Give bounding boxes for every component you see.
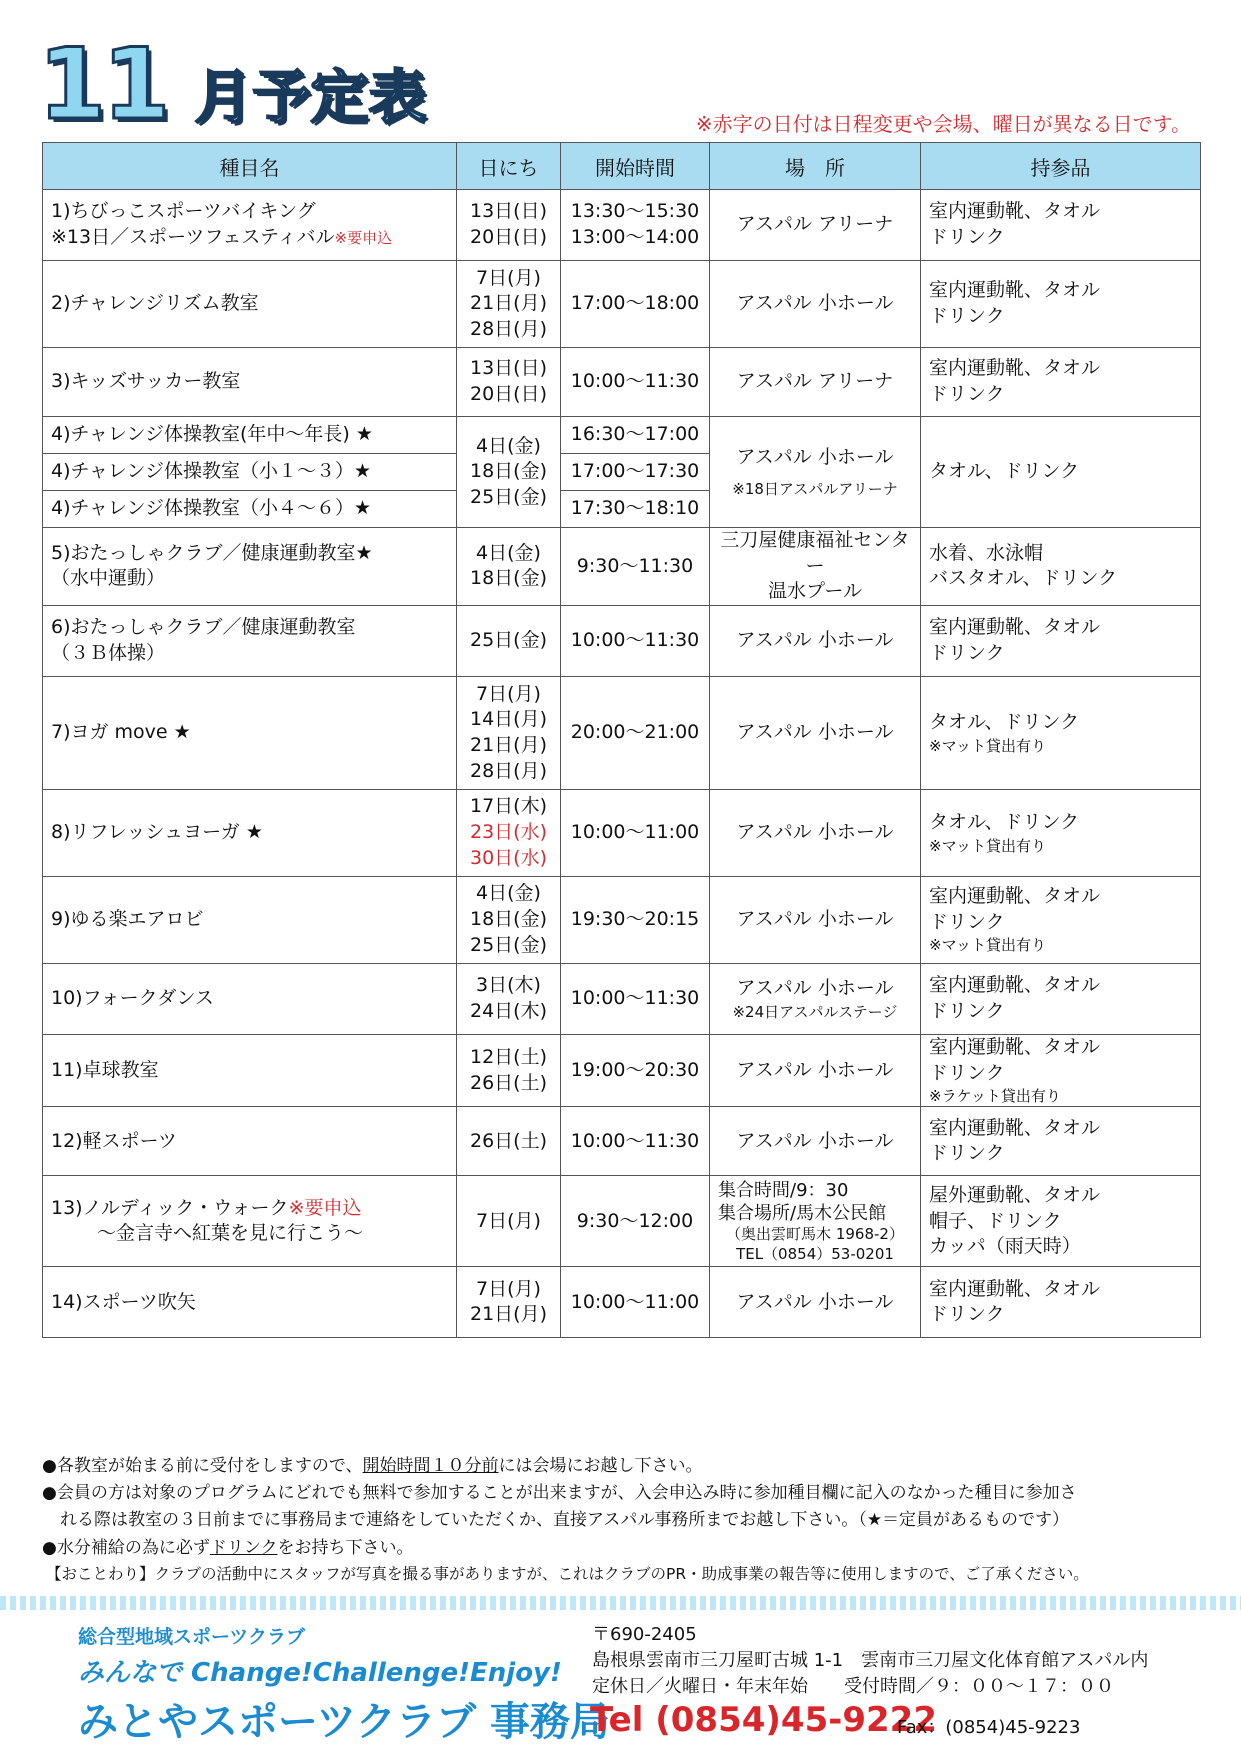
cell-line: 2)チャレンジリズム教室 [51,292,259,315]
cell-name [43,1267,457,1338]
note-text: ●各教室が始まる前に受付をしますので、 [42,1456,363,1476]
address: 島根県雲南市三刀屋町古城 1-1 雲南市三刀屋文化体育館アスパル内 [592,1650,1149,1672]
schedule-table [42,142,1201,1338]
cell-name [43,605,457,676]
red-date-note: ※赤字の日付は日程変更や会場、曜日が異なる日です。 [695,112,1191,136]
cell-date [457,1107,561,1176]
cell-line: 25日(金) [469,485,547,508]
cell-time: 17:30～18:10 [561,491,710,528]
cell-line: 12日(土) [469,1046,547,1069]
note-disclaimer: 【おことわり】クラブの活動中にスタッフが写真を撮る事がありますが、これはクラブのPR・助成事業の報告等に使用しますので、ご了承ください。 [46,1564,1089,1583]
cell-line: ～金言寺へ紅葉を見に行こう～ [97,1222,364,1245]
col-header-date: 日にち [457,143,561,190]
org-type: 総合型地域スポーツクラブ [78,1626,306,1648]
cell-place: アスパル 小ホール [710,1267,921,1338]
cell-line: 21日(月) [469,733,547,756]
cell-date [457,876,561,963]
cell-date [457,963,561,1034]
cell-line: ドリンク [929,383,1005,405]
cell-line: 4日(金) [476,434,541,457]
cell-line: 1)ちびっこスポーツバイキング [51,200,316,223]
cell-line: 13)ノルディック・ウォーク※要申込 [51,1196,362,1219]
cell-line: 10:00～11:00 [570,821,700,844]
cell-items [921,876,1201,963]
cell-time [561,190,710,261]
table-row [43,417,1201,454]
cell-line: タオル、ドリンク [929,810,1080,833]
cell-place: アスパル 小ホール [710,605,921,676]
col-header-name: 種目名 [43,143,457,190]
apply-required-label: ※要申込 [334,229,393,247]
cell-time [561,1267,710,1338]
cell-line: 室内運動靴、タオル [929,357,1101,380]
table-header-row [43,143,1201,190]
cell-place: アスパル 小ホール [710,876,921,963]
cell-line: ドリンク [929,226,1005,248]
cell-items [921,190,1201,261]
cell-items [921,676,1201,789]
cell-line: 6)おたっしゃクラブ／健康運動教室 [51,616,356,639]
cell-line: 13:00～14:00 [570,226,700,248]
cell-place: 三刀屋健康福祉センター 温水プール [710,528,921,606]
cell-line: 室内運動靴、タオル [929,616,1101,639]
title-text: 月予定表 [194,63,427,131]
cell-time [561,963,710,1034]
cell-time [561,876,710,963]
cell-line: 20日(日) [469,383,547,405]
cell-line: 18日(金) [469,460,547,483]
cell-items [921,261,1201,348]
cell-line: 25日(金) [469,629,547,652]
cell-time [561,528,710,606]
cell-line: 28日(月) [469,759,547,782]
cell-time [561,1034,710,1107]
cell-line: 3)キッズサッカー教室 [51,370,241,393]
cell-line: 9:30～12:00 [576,1209,694,1232]
page-title [38,28,427,142]
cell-line: 4日(金) [476,541,541,564]
cell-line: 30日(水) [469,846,547,869]
note-member: ●会員の方は対象のプログラムにどれでも無料で参加することが出来ますが、入会申込み時に参加種目欄に記入のなかった種目に参加さ [42,1483,1077,1504]
note-text: をお持ち下さい。 [277,1537,414,1558]
cell-line: 28日(月) [469,317,547,340]
cell-time [561,605,710,676]
cell-place: アスパル アリーナ [710,190,921,261]
cell-line: 17日(木) [469,795,547,818]
note-drink [42,1535,1202,1562]
cell-line: （水中運動） [51,567,166,590]
cell-line: 17:00～18:00 [570,292,700,315]
cell-line: ※マット貸出有り [929,836,1046,855]
cell-line: 11)卓球教室 [51,1058,159,1081]
cell-name [43,1034,457,1107]
table-row [43,789,1201,876]
cell-items [921,417,1201,528]
cell-line: ドリンク [929,305,1005,327]
cell-line: ※ラケット貸出有り [929,1087,1061,1106]
cell-items [921,348,1201,417]
cell-time [561,348,710,417]
cell-line: 21日(月) [469,1303,547,1326]
cell-line: カッパ（雨天時） [929,1235,1081,1258]
cell-line: 24日(木) [469,999,547,1022]
table-row [43,1176,1201,1267]
cell-items [921,1107,1201,1176]
cell-time [561,1107,710,1176]
cell-name [43,1107,457,1176]
cell-line: 20日(日) [469,226,547,248]
cell-time [561,1176,710,1267]
cell-line: 室内運動靴、タオル [929,1035,1101,1058]
table-row [43,963,1201,1034]
cell-line: 室内運動靴、タオル [929,279,1101,302]
cell-line: 13日(日) [469,200,547,223]
cell-line: 3日(木) [476,974,541,997]
org-name: みとやスポーツクラブ 事務局 [78,1699,610,1745]
cell-time [561,676,710,789]
cell-line: 4日(金) [476,882,541,905]
postal-code: 〒690-2405 [592,1624,697,1645]
cell-name [43,261,457,348]
cell-line: タオル、ドリンク [929,460,1080,483]
cell-items [921,963,1201,1034]
cell-place: 集合時間/9：30 集合場所/馬木公民館 （奥出雲町馬木 1968-2） TEL（0854）53-0201 [710,1176,921,1267]
cell-time: 16:30～17:00 [561,417,710,454]
cell-line: 室内運動靴、タオル [929,974,1101,997]
apply-required-label: ※要申込 [288,1196,362,1219]
cell-line: ※13日／スポーツフェスティバル※要申込 [51,226,393,248]
cell-line: 21日(月) [469,292,547,315]
table-row [43,676,1201,789]
cell-name [43,676,457,789]
cell-place: アスパル アリーナ [710,348,921,417]
cell-date [457,1176,561,1267]
cell-items [921,1176,1201,1267]
cell-name: 4)チャレンジ体操教室（小４～６）★ [43,491,457,528]
cell-items [921,789,1201,876]
table-row [43,190,1201,261]
cell-name [43,348,457,417]
cell-date [457,190,561,261]
cell-line: 26日(土) [469,1129,547,1152]
table-row [43,1034,1201,1107]
cell-place: アスパル 小ホール [710,789,921,876]
cell-line: 18日(金) [469,908,547,931]
table-row [43,348,1201,417]
cell-name [43,528,457,606]
cell-name: 4)チャレンジ体操教室(年中～年長) ★ [43,417,457,454]
cell-date [457,1034,561,1107]
cell-time [561,789,710,876]
cell-line: 7日(月) [476,1209,541,1232]
cell-line: 室内運動靴、タオル [929,1277,1101,1300]
cell-place: アスパル 小ホール [710,1107,921,1176]
cell-line: 26日(土) [469,1071,547,1094]
cell-name [43,876,457,963]
col-header-place: 場 所 [710,143,921,190]
cell-line: 19:30～20:15 [570,908,700,931]
cell-date [457,605,561,676]
cell-line: 9:30～11:30 [576,554,694,577]
cell-line: 9)ゆる楽エアロビ [51,908,204,931]
cell-line: 室内運動靴、タオル [929,1116,1101,1139]
table-row [43,876,1201,963]
cell-items [921,1267,1201,1338]
cell-date [457,261,561,348]
cell-date [457,789,561,876]
cell-line: 12)軽スポーツ [51,1129,177,1152]
cell-line: 8)リフレッシュヨーガ ★ [51,821,263,844]
divider-stripe [0,1596,1241,1610]
note-emphasis: ドリンク [209,1537,278,1558]
cell-line: 5)おたっしゃクラブ／健康運動教室★ [51,541,373,564]
cell-line: 25日(金) [469,933,547,956]
cell-line: 水着、水泳帽 [929,541,1044,564]
cell-date [457,1267,561,1338]
cell-name [43,789,457,876]
cell-date [457,417,561,528]
cell-line: 10:00～11:30 [570,629,700,652]
col-header-items: 持参品 [921,143,1201,190]
cell-line: ドリンク [929,999,1005,1022]
cell-line: バスタオル、ドリンク [929,567,1118,590]
org-slogan: みんなで Change!Challenge!Enjoy! [78,1658,562,1688]
cell-line: ドリンク [929,641,1005,664]
cell-line: ※マット貸出有り [929,736,1046,755]
cell-date [457,528,561,606]
cell-line: 7日(月) [476,266,541,289]
cell-time: 17:00～17:30 [561,454,710,491]
note-text: には会場にお越し下さい。 [498,1456,703,1476]
cell-place: アスパル 小ホール ※24日アスパルステージ [710,963,921,1034]
cell-name [43,963,457,1034]
cell-line: 10:00～11:00 [570,1290,700,1313]
cell-name: 4)チャレンジ体操教室（小１～３）★ [43,454,457,491]
cell-place: アスパル 小ホール [710,676,921,789]
table-row [43,605,1201,676]
cell-line: 室内運動靴、タオル [929,200,1101,223]
cell-line: ドリンク [929,1061,1005,1084]
cell-line: 10:00～11:30 [570,1129,700,1152]
cell-line: 19:00～20:30 [570,1058,700,1081]
cell-name [43,190,457,261]
cell-line: 13:30～15:30 [570,200,700,223]
col-header-time: 開始時間 [561,143,710,190]
cell-date [457,348,561,417]
org-address-block [592,1622,1148,1700]
cell-line: 14)スポーツ吹矢 [51,1290,196,1313]
cell-place: アスパル 小ホール [710,1034,921,1107]
cell-line: 7)ヨガ move ★ [51,721,191,744]
cell-items [921,605,1201,676]
cell-line: 20:00～21:00 [570,721,700,744]
cell-date [457,676,561,789]
cell-line: ドリンク [929,910,1005,933]
cell-items [921,1034,1201,1107]
note-emphasis: 開始時間１０分前 [362,1456,499,1476]
footer-notes [42,1453,1202,1587]
cell-items [921,528,1201,606]
fax-number: Fax：(0854)45-9223 [897,1717,1081,1738]
cell-line: 10:00～11:30 [570,987,700,1010]
cell-line: （３Ｂ体操） [51,641,166,664]
cell-name [43,1176,457,1267]
cell-line: 23日(水) [469,821,547,844]
cell-line: 13日(日) [469,357,547,380]
cell-place: アスパル 小ホール ※18日アスパルアリーナ [710,417,921,528]
title-month-number: 11 [38,28,167,142]
phone-number: Tel (0854)45-9222 [590,1700,937,1740]
table-row [43,1267,1201,1338]
note-text: ●水分補給の為に必ず [42,1537,210,1558]
cell-line: 10)フォークダンス [51,987,214,1010]
office-hours: 定休日／火曜日・年末年始 受付時間／９：００～１７：００ [592,1676,1114,1698]
cell-line: 7日(月) [476,682,541,705]
table-row [43,528,1201,606]
cell-place: アスパル 小ホール [710,261,921,348]
cell-time [561,261,710,348]
note-member-cont: れる際は教室の３日前までに事務局まで連絡をしていただくか、直接アスパル事務所までお越し下さい。（★＝定員があるものです） [60,1510,1070,1531]
cell-line: 7日(月) [476,1277,541,1300]
cell-line: 18日(金) [469,567,547,590]
cell-line: 10:00～11:30 [570,370,700,393]
cell-line: 帽子、ドリンク [929,1209,1062,1232]
cell-line: 14日(月) [469,708,547,731]
cell-line: ドリンク [929,1303,1005,1326]
table-row [43,1107,1201,1176]
schedule-body [43,190,1201,1338]
cell-line: 屋外運動靴、タオル [929,1183,1101,1206]
cell-line: ※マット貸出有り [929,936,1046,955]
cell-line: 室内運動靴、タオル [929,885,1101,908]
table-row [43,261,1201,348]
note-reception [42,1453,1202,1480]
cell-line: ドリンク [929,1142,1005,1165]
cell-line: タオル、ドリンク [929,710,1080,733]
